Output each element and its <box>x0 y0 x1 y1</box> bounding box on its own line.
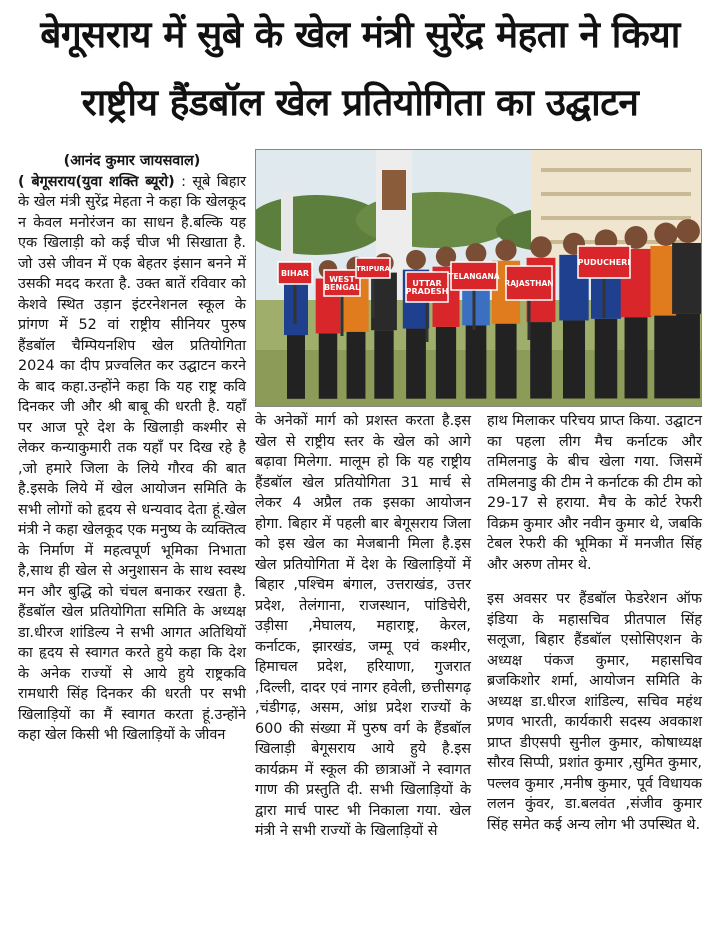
placard-label: TELANGANA <box>448 272 500 281</box>
event-photo <box>255 149 702 407</box>
athlete-figure <box>527 236 556 398</box>
article-column-3 <box>487 411 702 835</box>
placard-label: PUDUCHERI <box>577 258 631 267</box>
placard-label: BIHAR <box>280 269 310 278</box>
article-column-1 <box>18 151 246 746</box>
source-byline: ( बेगूसराय(युवा शक्ति ब्यूरो) <box>18 173 175 190</box>
headline-line-2: राष्ट्रीय हैंडबॉल खेल प्रतियोगिता का उद्घाटन <box>81 81 639 124</box>
column-3-paragraph-2: इस अवसर पर हैंडबॉल फेडरेशन ऑफ इंडिया के महासचिव प्रीतपाल सिंह सलूजा, बिहार हैंडबॉल एसोसिएशन के अध्यक्ष पंकज कुमार, महासचिव ब्रजकिशोर शर्मा, आयोजन समिति के अध्यक्ष डा.धीरज शांडिल्य, सचिव महंथ प्रणव भारती, कार्यकारी सदस्य अवकाश प्राप्त डीएसपी सुनील कुमार, कोषाध्यक्ष सौरव सिप्पी, प्रशांत कुमार ,सुमित कुमार, पल्लव कुमार ,मनीष कुमार, पूर्व विधायक ललन कुंवर, डा.बलवंत ,संजीव कुमार सिंह समेत कई अन्य लोग भी उपस्थित थे. <box>487 591 702 833</box>
placard-label: PRADESH <box>405 287 449 296</box>
headline-line-1: बेगूसराय में सुबे के खेल मंत्री सुरेंद्र मेहता ने किया <box>40 13 680 56</box>
placard-label: RAJASTHAN <box>504 279 554 288</box>
lead-paragraph: : सूबे बिहार के खेल मंत्री सुरेंद्र मेहता ने कहा कि खेलकूद न केवल मनोरंजन का साधन है.बल्कि यह एक खिलाड़ी को कई चीज भी सिखाता है. जो उसे जीवन में एक बेहतर इंसान बनने में उसकी मदद करता है. उक्त बातें रविवार को केशवे स्थित उड़ान इंटरनेशनल स्कूल के प्रांगण में 52 वां राष्ट्रीय सीनियर पुरुष हैंडबॉल चैम्पियनशिप खेल प्रतियोगिता 2024 का दीप प्रज्वलित कर उद्घाटन करने के बाद कहा.उन्होंने कहा कि यह राष्ट्र कवि दिनकर जी और श्री बाबू की धरती है. यहाँ पर आज पूरे देश के खिलाड़ी कश्मीर से लेकर कन्याकुमारी तक यहाँ पर दिख रहे है ,जो हमारे जिला के लिये गौरव की बात है.इसके लिये में खेल आयोजन समिति के सभी लोगों को हृदय से धन्यवाद देता हूं.खेल मंत्री ने कहा खेलकूद एक मनुष्य के व्यक्तित्व के निर्माण में महत्वपूर्ण भूमिका निभाता है,साथ ही खेल से अनुशासन के साथ स्वस्थ मन और बुद्धि को चंचल बनाकर रखता है. हैंडबॉल खेल प्रतियोगिता समिति के अध्यक्ष डा.धीरज शांडिल्य ने सभी आगत अतिथियों का हृदय से स्वागत करते हुये कहा कि देश के अनेक राज्यों से आये हुये राष्ट्रकवि रामधारी सिंह दिनकर की धरती पर सभी खिलाड़ियों का मैं स्वागत करता हूं.उन्होंने कहा खेल किसी भी खिलाड़ियों के जीवन <box>18 173 246 743</box>
athlete-figure <box>672 219 702 398</box>
placard-label: BENGAL <box>323 283 361 292</box>
column-2-text: के अनेकों मार्ग को प्रशस्त करता है.इस खेल से राष्ट्रीय स्तर के खेल को आगे बढ़ावा मिलेगा. मालूम हो कि यह राष्ट्रीय हैंडबॉल खेल प्रतियोगिता 31 मार्च से लेकर 4 अप्रैल तक इसका आयोजन होगा. बिहार में पहली बार बेगूसराय जिला को इस खेल का मेजबानी मिला है.इस खेल प्रतियोगिता में देश के खिलाड़ियों में बिहार ,पश्चिम बंगाल, उत्तराखंड, उत्तर प्रदेश, तेलंगाना, राजस्थान, पांडिचेरी, उड़ीसा ,मेघालय, महाराष्ट्र, केरल, कर्नाटक, झारखंड, जम्मू एवं कश्मीर, हिमाचल प्रदेश, हरियाणा, गुजरात ,दिल्ली, दादर एवं नागर हवेली, छत्तीसगढ़ ,चंडीगढ़, असम, आंध्र प्रदेश राज्यों के 600 की संख्या में पुरुष वर्ग के हैंडबॉल खिलाड़ी बेगूसराय आये हुये है.इस कार्यक्रम में स्कूल की छात्राओं ने स्वागत गाण की प्रस्तुति दी. सभी खिलाड़ियों के द्वारा मार्च पास्ट भी निकाला गया. खेल मंत्री ने सभी राज्यों के खिलाड़ियों से <box>255 413 471 839</box>
article-column-2 <box>255 411 471 842</box>
placard-label: TRIPURA <box>356 265 390 273</box>
placard-label: UTTAR <box>412 279 442 288</box>
column-3-paragraph-1: हाथ मिलाकर परिचय प्राप्त किया. उद्घाटन का पहला लीग मैच कर्नाटक और तमिलनाडु के बीच खेला गया. जिसमें तमिलनाडु की टीम ने कर्नाटक की टीम को 29-17 से हराया. मैच के कोर्ट रेफरी विक्रम कुमार और नवीन कुमार थे, जबकि टेबल रेफरी की भूमिका में मनजीत सिंह और अरुण तोमर थे. <box>487 413 702 573</box>
author-byline: (आनंद कुमार जायसवाल) <box>63 153 201 169</box>
placard-label: WEST <box>329 275 355 284</box>
